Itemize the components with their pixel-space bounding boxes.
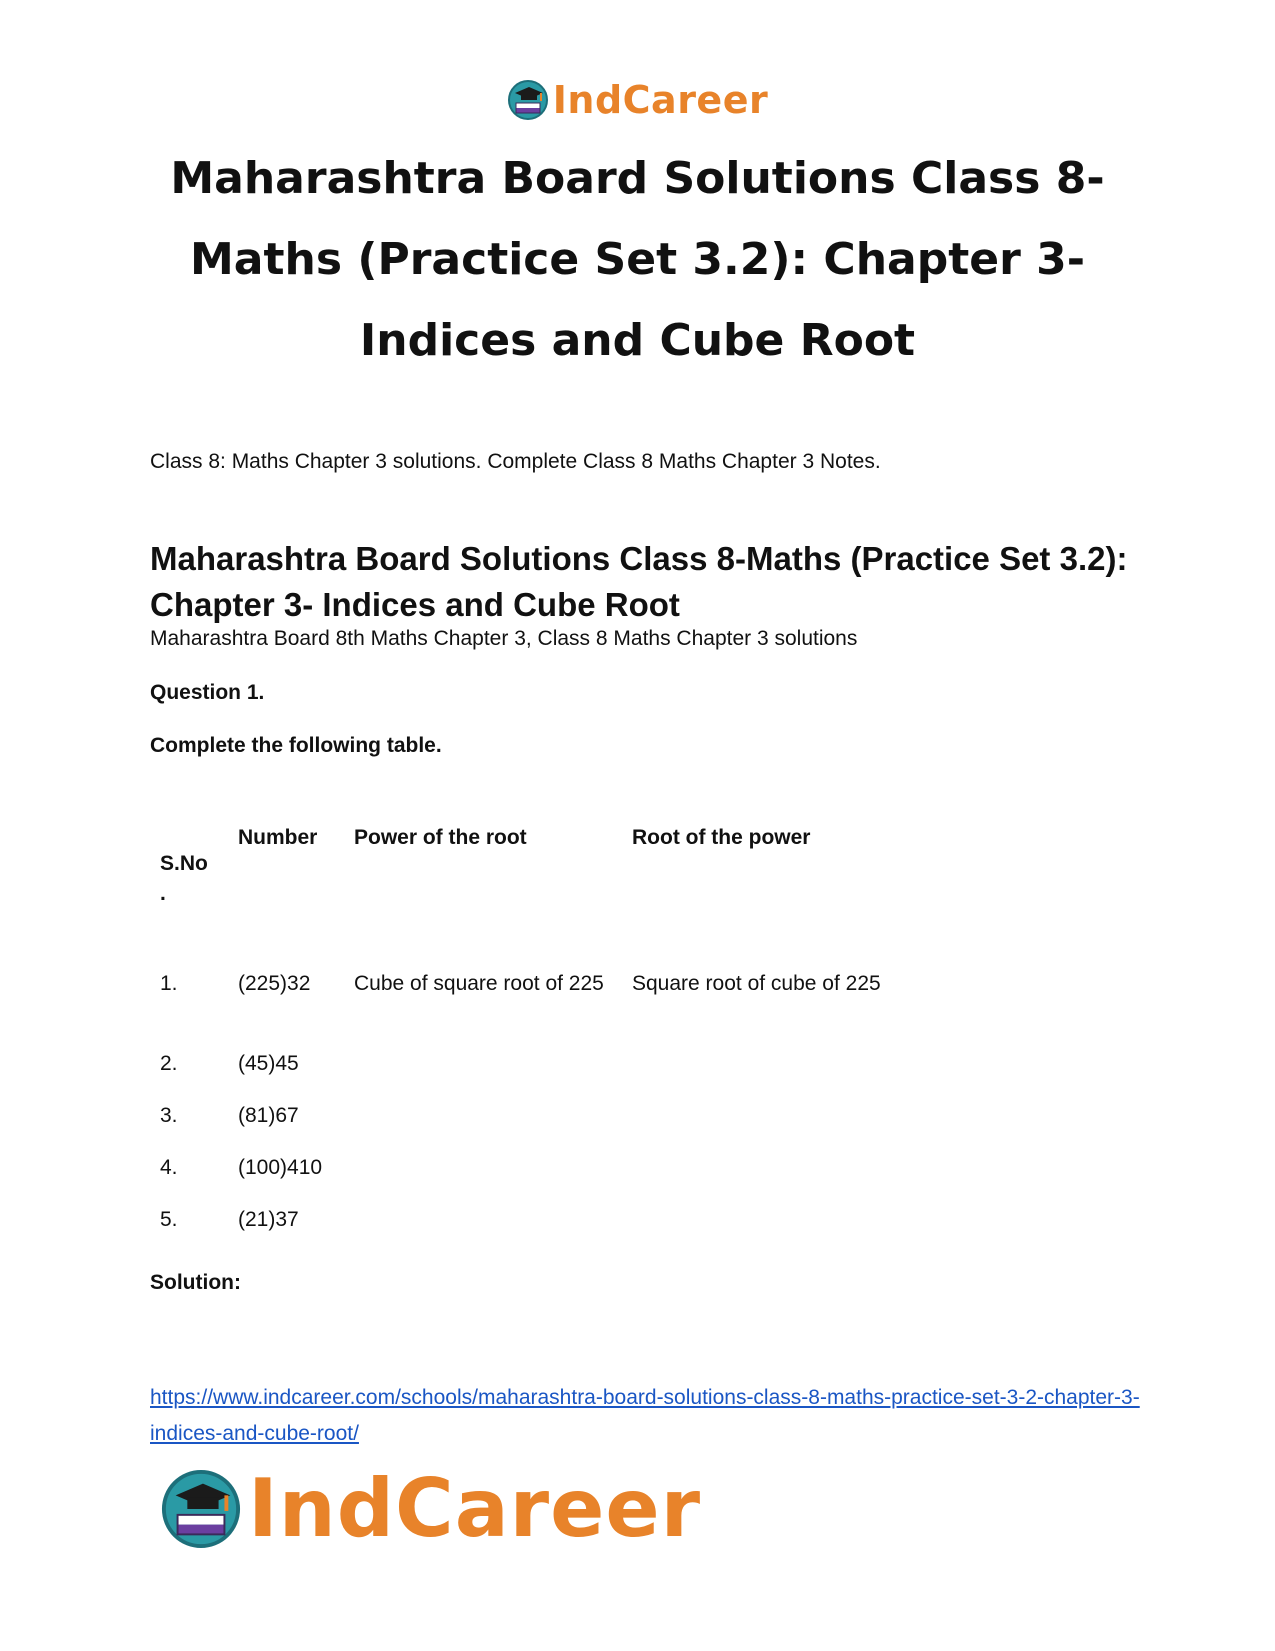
solution-label: Solution: — [150, 1271, 241, 1294]
table-row — [150, 1101, 902, 1153]
cell-sno: 5. — [160, 1208, 178, 1231]
graduation-book-icon — [160, 1468, 242, 1550]
cell-number: (100)410 — [238, 1156, 323, 1179]
cell-power-of-root: Cube of square root of 225 — [354, 972, 604, 995]
cell-power-of-root — [344, 1101, 622, 1153]
footer-logo — [160, 1462, 701, 1555]
cell-root-of-power: Square root of cube of 225 — [632, 972, 881, 995]
cell-sno: 4. — [160, 1156, 178, 1179]
cell-root-of-power — [622, 1049, 902, 1101]
cell-sno: 2. — [160, 1052, 178, 1075]
header-number: Number — [238, 826, 318, 849]
cell-power-of-root — [344, 1049, 622, 1101]
question-text: Complete the following table. — [150, 734, 442, 757]
footer-logo-text: IndCareer — [248, 1462, 702, 1555]
practice-table — [150, 823, 902, 1257]
table-header-row — [150, 823, 902, 969]
graduation-book-icon — [507, 79, 549, 121]
cell-power-of-root — [344, 1153, 622, 1205]
cell-number: (81)67 — [238, 1104, 299, 1127]
page-title: Maharashtra Board Solutions Class 8-Maths (Practice Set 3.2): Chapter 3- Indices and Cube Root — [170, 153, 1105, 366]
table-row — [150, 969, 902, 1049]
cell-number: (21)37 — [238, 1208, 299, 1231]
header-logo — [0, 78, 1275, 122]
cell-sno: 3. — [160, 1104, 178, 1127]
header-sno: S.No . — [160, 852, 208, 905]
intro-text: Class 8: Maths Chapter 3 solutions. Complete Class 8 Maths Chapter 3 Notes. — [150, 450, 881, 473]
cell-sno: 1. — [160, 972, 178, 995]
cell-power-of-root — [344, 1205, 622, 1257]
header-power-of-root: Power of the root — [354, 826, 527, 849]
question-label: Question 1. — [150, 681, 265, 704]
section-heading: Maharashtra Board Solutions Class 8-Maths (Practice Set 3.2): Chapter 3- Indices and Cube Root — [150, 540, 1128, 623]
cell-number: (45)45 — [238, 1052, 299, 1075]
source-link[interactable]: https://www.indcareer.com/schools/maharashtra-board-solutions-class-8-maths-practice-set-3-2-chapter-3-indices-and-cube-root/ — [150, 1386, 1140, 1445]
table-row — [150, 1153, 902, 1205]
cell-root-of-power — [622, 1205, 902, 1257]
table-row — [150, 1205, 902, 1257]
header-logo-text: IndCareer — [552, 78, 769, 122]
cell-root-of-power — [622, 1101, 902, 1153]
cell-root-of-power — [622, 1153, 902, 1205]
header-root-of-power: Root of the power — [632, 826, 811, 849]
table-row — [150, 1049, 902, 1101]
subtitle-text: Maharashtra Board 8th Maths Chapter 3, Class 8 Maths Chapter 3 solutions — [150, 627, 858, 650]
cell-number: (225)32 — [238, 972, 311, 995]
